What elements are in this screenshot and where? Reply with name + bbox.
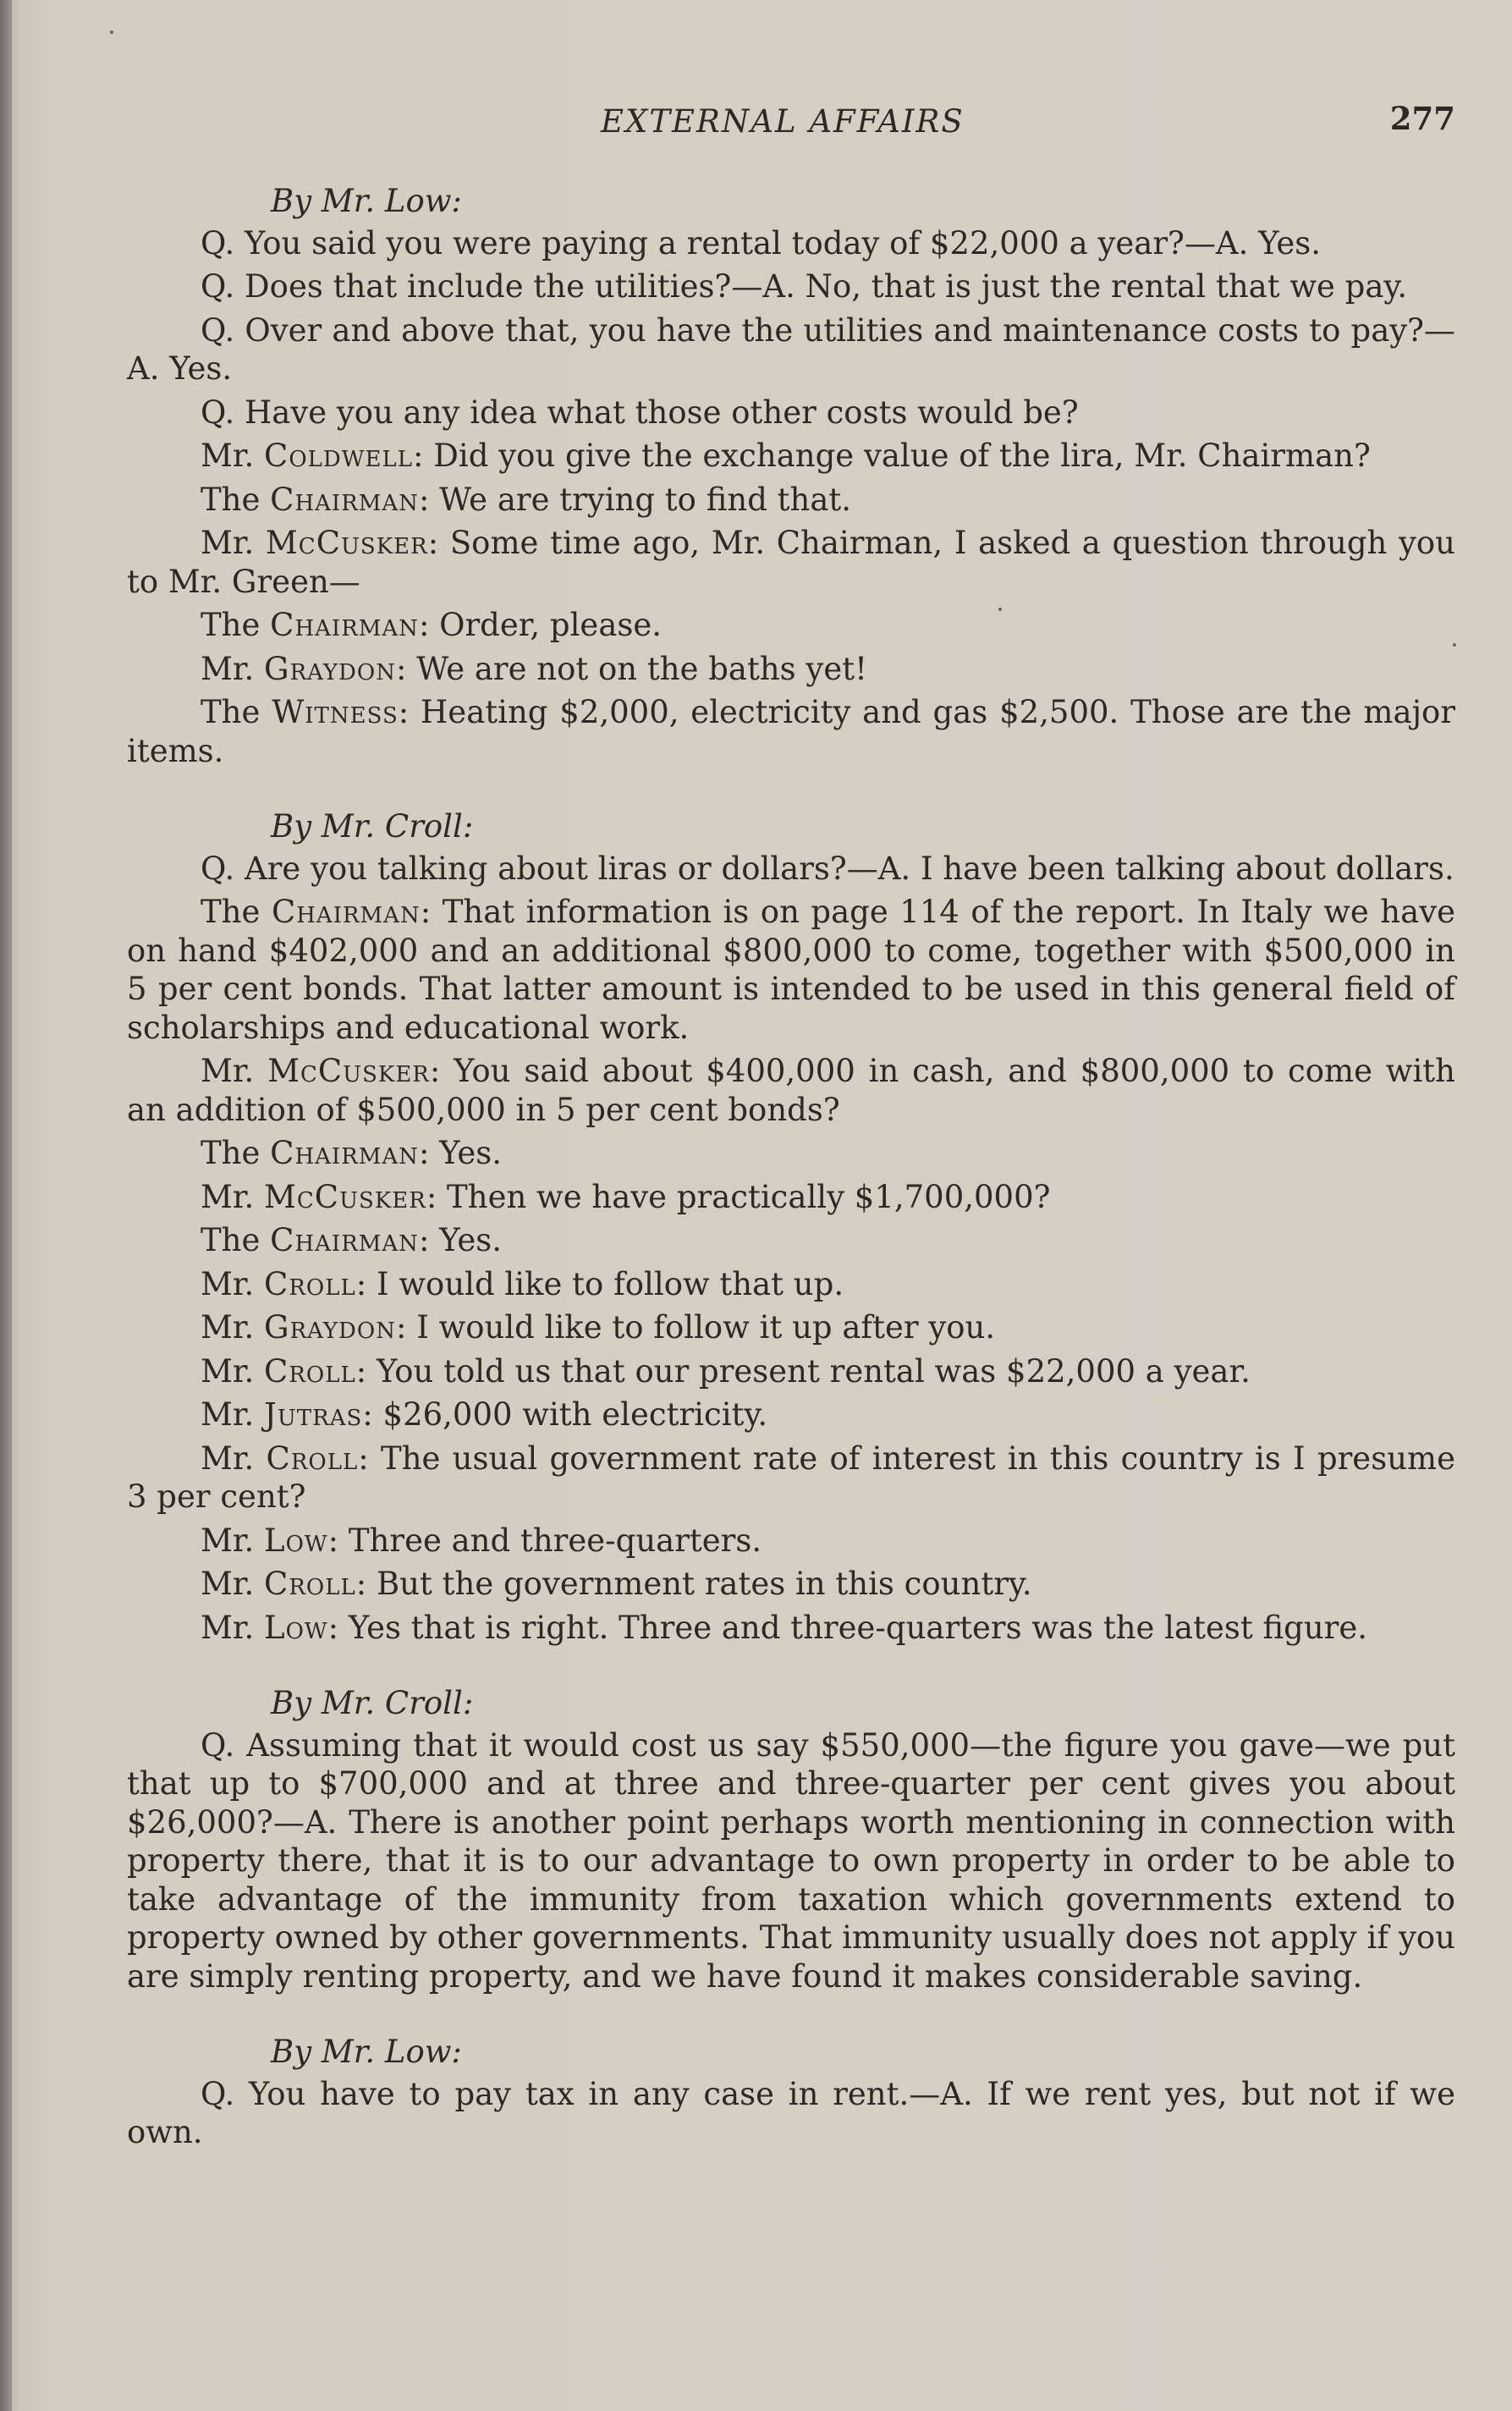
speech-text: : We are trying to find that.: [418, 481, 852, 518]
speaker-name: Croll: [264, 1566, 356, 1602]
question-answer-paragraph: Q. Have you any idea what those other costs would be?: [201, 394, 1079, 431]
speaker-name: Chairman: [270, 481, 419, 518]
speaker-paragraph: [127, 1565, 1455, 1604]
speaker-title: The: [201, 894, 272, 930]
speaker-paragraph: [127, 1221, 1455, 1260]
speaker-name: McCusker: [264, 1178, 426, 1215]
speaker-paragraph: [127, 893, 1455, 1047]
speech-text: : You said about $400,000 in cash, and $800,000 to come with an addition of $500,000 in 5 per cent bonds?: [127, 1053, 1456, 1128]
speaker-name: Chairman: [270, 1222, 419, 1258]
examiner-heading: By Mr. Low:: [271, 183, 462, 219]
speaker-name: Chairman: [271, 894, 421, 930]
speaker-title: The: [201, 1135, 271, 1171]
speech-text: : Yes.: [418, 1135, 503, 1171]
speaker-paragraph: [127, 650, 1455, 689]
speaker-title: The: [201, 694, 272, 730]
speaker-name: Graydon: [264, 1309, 396, 1346]
speaker-paragraph: [127, 1609, 1455, 1648]
question-answer-paragraph: Q. You said you were paying a rental today of $22,000 a year?—A. Yes.: [201, 224, 1321, 261]
speaker-name: Croll: [264, 1352, 356, 1390]
speaker-paragraph: [127, 1439, 1455, 1517]
speaker-title: The: [201, 1222, 271, 1258]
examiner-heading: By Mr. Croll:: [271, 1685, 474, 1721]
speaker-name: Chairman: [270, 1135, 419, 1171]
speaker-name: Croll: [266, 1439, 359, 1477]
speaker-paragraph: [127, 1308, 1455, 1347]
speaker-paragraph: [127, 481, 1455, 520]
speech-text: : But the government rates in this country.: [355, 1566, 1032, 1602]
paper-speck: [110, 30, 113, 34]
question-answer-paragraph: Q. You have to pay tax in any case in rent.—A. If we rent yes, but not if we own.: [127, 2075, 1455, 2150]
speaker-title: The: [201, 607, 271, 643]
speaker-paragraph: [127, 1052, 1455, 1129]
speaker-paragraph: [127, 437, 1455, 476]
speaker-name: Coldwell: [264, 438, 414, 474]
paper-speck: [1453, 643, 1456, 647]
speaker-title: Mr.: [201, 1609, 265, 1646]
speech-text: : Did you give the exchange value of the lira, Mr. Chairman?: [413, 438, 1371, 474]
speaker-title: Mr.: [201, 1566, 265, 1602]
speaker-title: Mr.: [201, 1178, 265, 1215]
speaker-title: Mr.: [201, 1352, 265, 1390]
speech-text: : Three and three-quarters.: [327, 1522, 762, 1559]
speaker-title: Mr.: [201, 1439, 267, 1477]
page-number: 277: [1389, 100, 1455, 137]
speech-text: : Order, please.: [418, 607, 663, 643]
speaker-paragraph: [127, 1522, 1455, 1561]
speaker-paragraph: [127, 693, 1455, 770]
speaker-name: Jutras: [264, 1396, 363, 1433]
speaker-title: The: [201, 481, 271, 518]
page-header: [127, 100, 1455, 142]
speaker-name: Croll: [264, 1265, 356, 1302]
speaker-title: Mr.: [201, 1053, 268, 1089]
transcript-body: [127, 182, 1455, 2157]
speaker-title: Mr.: [201, 438, 265, 474]
speaker-name: Chairman: [270, 607, 419, 643]
question-answer-paragraph: Q. Does that include the utilities?—A. No, that is just the rental that we pay.: [201, 268, 1408, 305]
question-answer-paragraph: Q. Are you talking about liras or dollars?—A. I have been talking about dollars.: [201, 850, 1454, 887]
speaker-title: Mr.: [201, 1309, 265, 1346]
speech-text: : Heating $2,000, electricity and gas $2,500. Those are the major items.: [127, 694, 1456, 769]
speech-text: : $26,000 with electricity.: [362, 1396, 768, 1433]
book-spine-edge: [0, 0, 12, 2411]
speaker-name: Low: [264, 1522, 328, 1559]
speaker-paragraph: [127, 1395, 1455, 1434]
speaker-name: Graydon: [264, 650, 396, 687]
speech-text: : I would like to follow that up.: [355, 1265, 844, 1302]
speech-text: : Yes.: [418, 1222, 503, 1258]
running-title: EXTERNAL AFFAIRS: [601, 103, 965, 140]
speech-text: : You told us that our present rental was $22,000 a year.: [355, 1352, 1251, 1390]
question-answer-paragraph: Q. Assuming that it would cost us say $550,000—the figure you gave—we put that up to $700,000 and at three and three-quarter per cent gives you about $26,000?—A. There is another point perhaps worth mentioning in connection with property there, that it is to our advantage to own property in order to be able to take advantage of the immunity from taxation which governments extend to property owned by other governments. That immunity usually does not apply if you are simply renting property, and we have found it makes considerable saving.: [127, 1726, 1455, 1995]
speaker-title: Mr.: [201, 1265, 265, 1302]
speaker-title: Mr.: [201, 650, 265, 687]
speaker-title: Mr.: [201, 1522, 265, 1559]
speaker-paragraph: [127, 606, 1455, 645]
question-answer-paragraph: Q. Over and above that, you have the utilities and maintenance costs to pay?—A. Yes.: [127, 311, 1455, 387]
speaker-name: McCusker: [265, 525, 428, 561]
speaker-paragraph: [127, 1134, 1455, 1173]
speaker-name: Witness: [272, 694, 399, 730]
paper-speck: [998, 608, 1002, 611]
speech-text: : Yes that is right. Three and three-quarters was the latest figure.: [327, 1609, 1367, 1646]
speech-text: : The usual government rate of interest in this country is I presume 3 per cent?: [127, 1439, 1456, 1515]
speaker-title: Mr.: [201, 1396, 265, 1433]
speech-text: : Then we have practically $1,700,000?: [426, 1178, 1051, 1215]
speaker-name: McCusker: [267, 1053, 430, 1089]
speech-text: : Some time ago, Mr. Chairman, I asked a question through you to Mr. Green—: [127, 525, 1456, 600]
speaker-paragraph: [127, 1178, 1455, 1217]
examiner-heading: By Mr. Croll:: [271, 808, 474, 845]
speaker-paragraph: [127, 1265, 1455, 1304]
speaker-name: Low: [264, 1609, 328, 1646]
speech-text: : We are not on the baths yet!: [395, 650, 867, 687]
speaker-paragraph: [127, 524, 1455, 601]
speech-text: : That information is on page 114 of the report. In Italy we have on hand $402,000 and an additional $800,000 to come, together with $500,000 in 5 per cent bonds. That latter amount is intended to be used in this general field of scholarships and educational work.: [127, 894, 1455, 1046]
speech-text: : I would like to follow it up after you.: [395, 1309, 996, 1346]
examiner-heading: By Mr. Low:: [271, 2034, 462, 2070]
speaker-paragraph: [127, 1352, 1455, 1391]
speaker-title: Mr.: [201, 525, 266, 561]
